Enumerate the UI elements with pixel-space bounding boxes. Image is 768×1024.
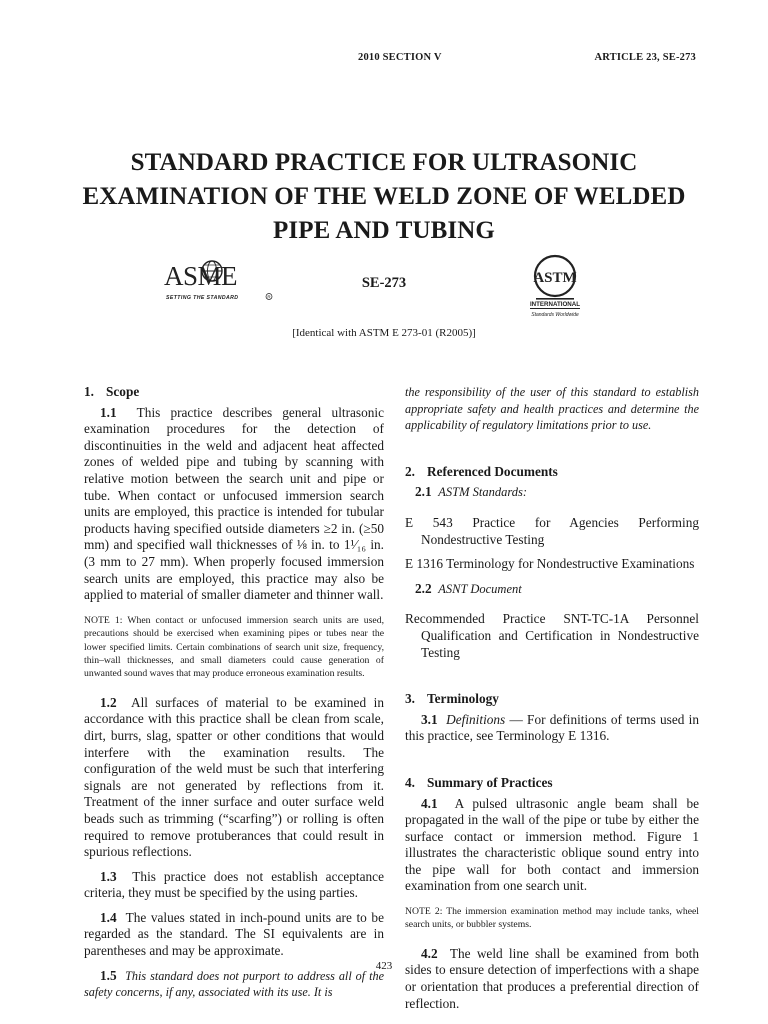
document-title xyxy=(0,146,768,248)
title-line-2: EXAMINATION OF THE WELD ZONE OF WELDED xyxy=(82,183,686,210)
paragraph-1-2 xyxy=(84,695,384,861)
paragraph-text: A pulsed ultrasonic angle beam shall be propagated in the wall of the pipe or tube by either the surface contact or immersion method. Figure 1 illustrates the characteristic oblique sound entry into the pipe wall for both contact and immersion examination from one search unit. xyxy=(405,795,700,894)
left-column xyxy=(84,384,384,1009)
astm-logo xyxy=(522,254,588,322)
paragraph-number: 3.1 xyxy=(421,711,438,727)
right-column xyxy=(405,384,699,1020)
paragraph-text: All surfaces of material to be examined in accordance with this practice shall be clean from scale, dirt, burrs, slag, spatter or other conditions that would interfere with the examination results. The configuration of the weld must be such that interfering signals are not generated by reflections from it. Treatment of the inner surface and outer surface weld beads such as trimming (“scarfing”) or rolling is often required to remove protuberances that could result in spurious reflections. xyxy=(84,694,384,860)
subsection-label: ASNT Document xyxy=(438,581,522,596)
note-2: NOTE 2: The immersion examination method may include tanks, wheel search units, or bubbler systems. xyxy=(405,906,699,931)
subsection-2-1 xyxy=(405,484,699,501)
paragraph-1-5-continued: the responsibility of the user of this standard to establish appropriate safety and health practices and determine the applicability of regulatory limitations prior to use. xyxy=(405,385,699,433)
paragraph-number: 1.1 xyxy=(100,404,117,420)
asme-tagline: SETTING THE STANDARD xyxy=(166,295,239,301)
running-header-article: ARTICLE 23, SE-273 xyxy=(594,52,696,63)
paragraph-1-3 xyxy=(84,869,384,902)
paragraph-text: This practice does not establish acceptance criteria, they must be specified by the using parties. xyxy=(84,868,384,901)
paragraph-number: 1.2 xyxy=(100,694,117,710)
reference-snt-tc-1a: Recommended Practice SNT-TC-1A Personnel Qualification and Certification in Nondestructive Testing xyxy=(405,611,699,660)
section-number: 1. xyxy=(84,384,94,399)
paragraph-text: This practice describes general ultrasonic examination procedures for the detection of discontinuities in the weld and adjacent heat affected zones of welded pipe and tubing by scanning with relative motion between the search unit and pipe or tube. When contact or unfocused immersion search units are employed, this practice is intended for tubular products having specified outside diameters ≥2 in. (≥50 mm) and specified wall thicknesses of ⅛ in. to 1¹⁄₁₆ in. (3 mm to 27 mm). When properly focused immersion search units are employed, this practice may also be applied to material of smaller diameter and thinner wall. xyxy=(84,404,384,603)
section-heading-referenced-documents xyxy=(405,464,699,481)
definitions-label: Definitions xyxy=(446,711,506,727)
astm-tagline: Standards Worldwide xyxy=(531,312,579,318)
paragraph-4-2 xyxy=(405,946,699,1012)
asme-wordmark: ASME xyxy=(164,261,238,291)
paragraph-text: The values stated in inch-pound units are to be regarded as the standard. The SI equivalents are in parentheses and may be approximate. xyxy=(84,909,384,959)
paragraph-text: The weld line shall be examined from both sides to ensure detection of imperfections with a shape or orientation that produces a preferential direction of reflection. xyxy=(405,945,699,1011)
section-title: Referenced Documents xyxy=(427,463,558,479)
reference-e1316: E 1316 Terminology for Nondestructive Examinations xyxy=(405,556,695,572)
paragraph-number: 4.1 xyxy=(421,795,438,811)
paragraph-number: 1.4 xyxy=(100,909,117,925)
section-title: Scope xyxy=(106,384,140,399)
title-line-3: PIPE AND TUBING xyxy=(273,217,495,244)
paragraph-text: — For definitions of terms used in this practice, see Terminology E 1316. xyxy=(405,711,699,744)
reference-e543: E 543 Practice for Agencies Performing Nondestructive Testing xyxy=(405,514,699,547)
paragraph-4-1 xyxy=(405,796,699,896)
section-title: Terminology xyxy=(427,691,499,707)
section-heading-summary-of-practices xyxy=(405,775,699,792)
paragraph-3-1 xyxy=(405,712,699,745)
running-header-section: 2010 SECTION V xyxy=(358,52,442,63)
section-heading-scope xyxy=(84,384,384,401)
svg-text:R: R xyxy=(267,294,271,300)
paragraph-number: 1.5 xyxy=(100,967,117,983)
section-heading-terminology xyxy=(405,691,699,708)
paragraph-number: 4.2 xyxy=(421,945,438,961)
paragraph-1-4 xyxy=(84,910,384,960)
astm-wordmark: ASTM xyxy=(533,270,577,286)
subsection-label: ASTM Standards: xyxy=(438,485,528,500)
section-number: 3. xyxy=(405,691,415,707)
section-number: 2. xyxy=(405,463,415,479)
section-title: Summary of Practices xyxy=(427,774,553,790)
paragraph-1-5 xyxy=(84,968,384,1001)
identical-with-note: [Identical with ASTM E 273-01 (R2005)] xyxy=(292,327,476,339)
page-number: 423 xyxy=(375,960,393,972)
paragraph-number: 2.2 xyxy=(415,580,432,596)
paragraph-text: This standard does not purport to address all of the safety concerns, if any, associated with its use. It is xyxy=(84,968,384,1000)
section-number: 4. xyxy=(405,774,415,790)
designation: SE-273 xyxy=(361,275,407,291)
paragraph-number: 2.1 xyxy=(415,484,432,500)
astm-international: INTERNATIONAL xyxy=(529,301,581,308)
subsection-2-2 xyxy=(405,581,699,598)
note-1: NOTE 1: When contact or unfocused immersion search units are used, precautions should be exercised when examining pipes or tubes near the lower specified limits. Certain combinations of search unit size, frequency, thin–wall thicknesses, and small diameters could cause generation of unwanted sound waves that may produce erroneous examination results. xyxy=(84,614,384,680)
paragraph-1-1 xyxy=(84,405,384,604)
paragraph-number: 1.3 xyxy=(100,868,117,884)
title-line-1: STANDARD PRACTICE FOR ULTRASONIC xyxy=(130,149,638,176)
